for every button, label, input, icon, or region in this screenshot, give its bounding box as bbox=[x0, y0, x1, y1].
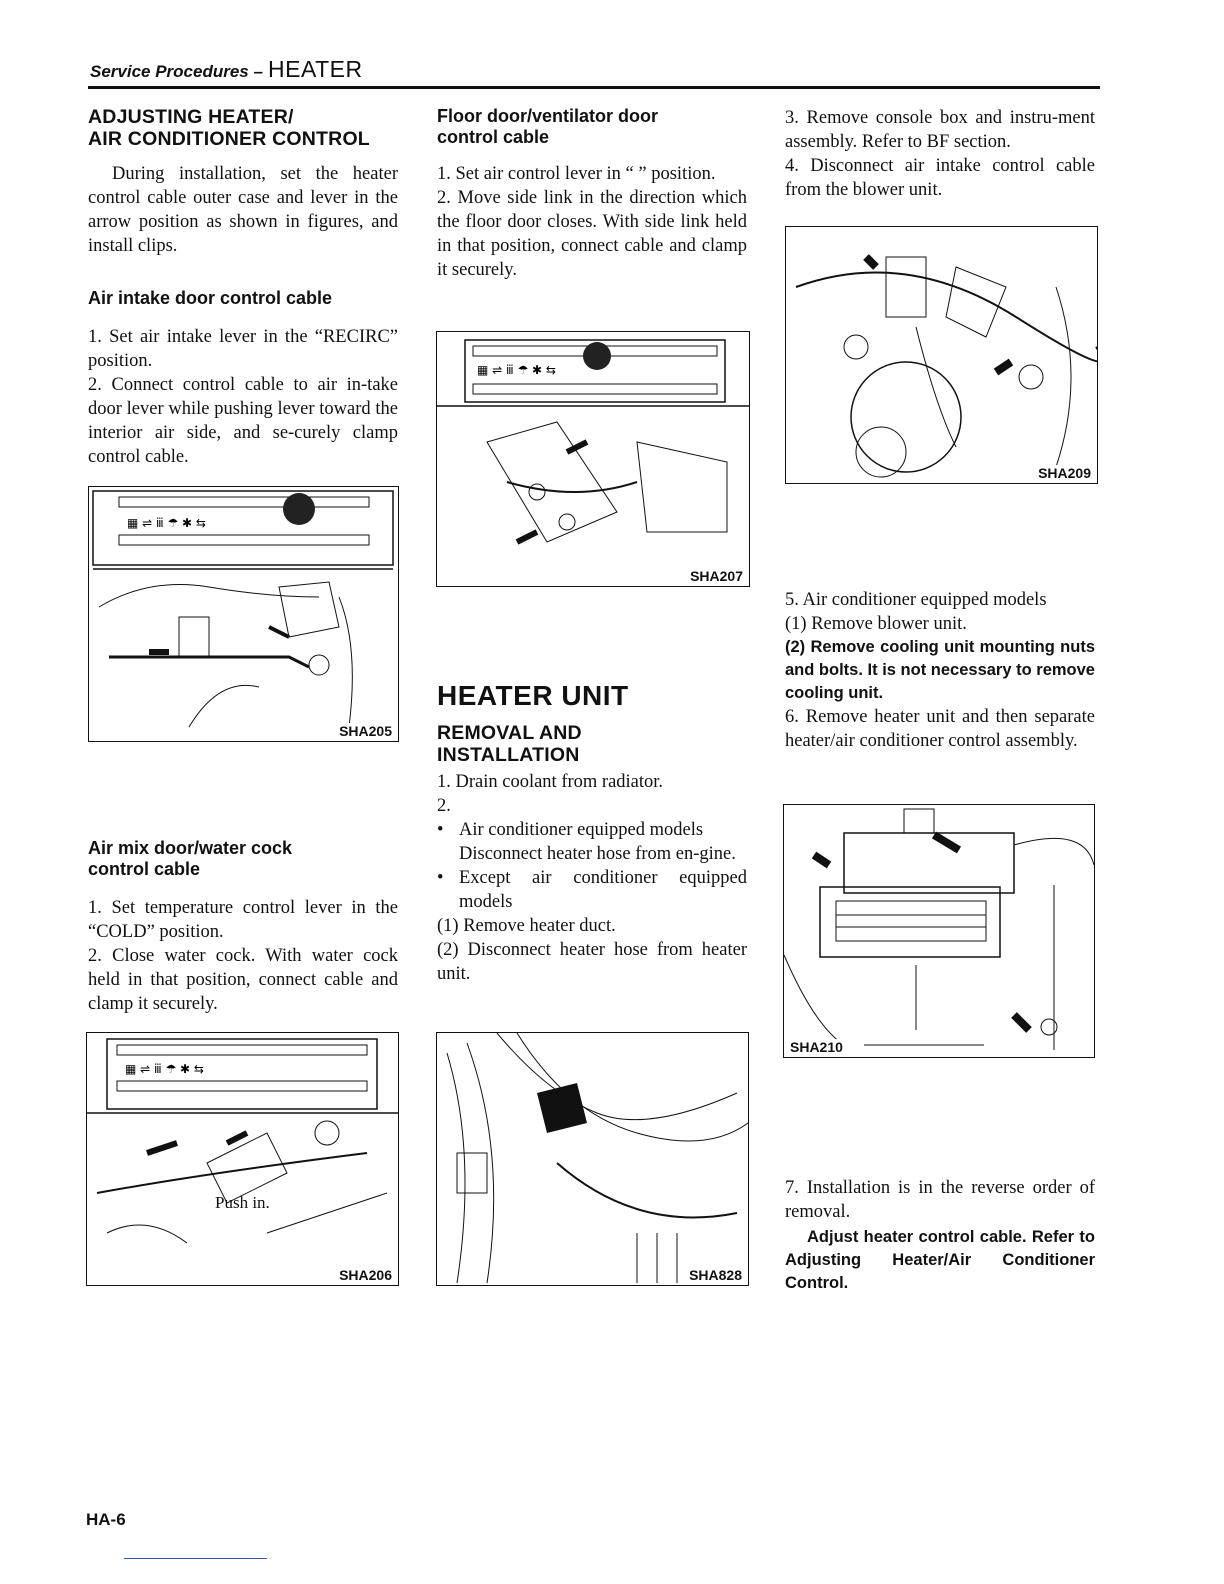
figure-label: SHA209 bbox=[1038, 465, 1091, 481]
air-intake-step1: 1. Set air intake lever in the “RECIRC” position. bbox=[88, 327, 398, 371]
figure-sha205 bbox=[88, 486, 399, 742]
air-mix-title-line2: control cable bbox=[88, 859, 201, 879]
page-number: HA-6 bbox=[86, 1510, 126, 1529]
figure-sha207-drawing bbox=[437, 332, 749, 586]
figure-label: SHA206 bbox=[339, 1267, 392, 1283]
heading-adjusting-line2: AIR CONDITIONER CONTROL bbox=[88, 128, 370, 150]
bullet-dot: • bbox=[437, 868, 444, 888]
air-mix-step2: 2. Close water cock. With water cock held in that position, connect cable and clamp it securely. bbox=[88, 946, 398, 1014]
figure-label: SHA210 bbox=[790, 1039, 843, 1055]
section-label: Service Procedures – bbox=[90, 62, 263, 81]
page-title: HEATER bbox=[268, 56, 363, 82]
removal-heading-line1: REMOVAL AND bbox=[437, 722, 582, 744]
figure-sha209-drawing bbox=[786, 227, 1097, 483]
intro-paragraph: During installation, set the heater control cable outer case and lever in the arrow position as shown in figures, and install clips. bbox=[88, 164, 398, 256]
column-3-lower bbox=[785, 588, 1095, 753]
removal-step1: 1. Drain coolant from radiator. bbox=[437, 772, 664, 792]
removal-step2: 2. bbox=[437, 796, 451, 816]
air-mix-section bbox=[88, 838, 398, 1016]
floor-title-line1: Floor door/ventilator door bbox=[437, 106, 658, 126]
bullet-ac-models bbox=[437, 818, 747, 842]
figure-sha205-drawing bbox=[89, 487, 398, 741]
bullet-except-ac bbox=[437, 866, 747, 914]
heading-adjusting-line1: ADJUSTING HEATER/ bbox=[88, 106, 294, 128]
column-2 bbox=[437, 106, 747, 282]
floor-step2: 2. Move side link in the direction which the floor door closes. With side link held in that position, connect cable and clamp it securely. bbox=[437, 188, 747, 280]
page-header bbox=[88, 56, 1100, 89]
air-mix-title-line1: Air mix door/water cock bbox=[88, 838, 293, 858]
column-1 bbox=[88, 106, 398, 469]
svg-text:▦ ⇌ ⅲ ☂ ✱ ⇆: ▦ ⇌ ⅲ ☂ ✱ ⇆ bbox=[125, 1062, 204, 1076]
footer-rule bbox=[124, 1558, 267, 1559]
column-3 bbox=[785, 106, 1095, 202]
step5-2: (2) Remove cooling unit mounting nuts and bolts. It is not necessary to remove cooling unit. bbox=[785, 638, 1095, 702]
step7: 7. Installation is in the reverse order of removal. bbox=[785, 1178, 1095, 1222]
floor-title-line2: control cable bbox=[437, 127, 550, 147]
figure-sha209 bbox=[785, 226, 1098, 484]
air-mix-step1: 1. Set temperature control lever in the “COLD” position. bbox=[88, 898, 398, 942]
figure-sha206-drawing bbox=[87, 1033, 398, 1285]
step3: 3. Remove console box and instru-ment assembly. Refer to BF section. bbox=[785, 108, 1095, 152]
figure-sha828 bbox=[436, 1032, 749, 1286]
figure-label: SHA207 bbox=[690, 568, 743, 584]
figure-sha206 bbox=[86, 1032, 399, 1286]
heater-unit-section bbox=[437, 680, 747, 986]
step5: 5. Air conditioner equipped models bbox=[785, 590, 1047, 610]
bullet-except-ac-text: Except air conditioner equipped models bbox=[459, 868, 747, 912]
figure-label: SHA828 bbox=[689, 1267, 742, 1283]
bullet-dot: • bbox=[437, 820, 444, 840]
removal-substep1: (1) Remove heater duct. bbox=[437, 916, 616, 936]
step4: 4. Disconnect air intake control cable from the blower unit. bbox=[785, 156, 1095, 200]
figure-sha207 bbox=[436, 331, 750, 587]
air-intake-step2: 2. Connect control cable to air in-take door lever while pushing lever toward the interior air side, and se-curely clamp control cable. bbox=[88, 375, 398, 467]
figure-sha828-drawing bbox=[437, 1033, 748, 1285]
removal-heading-line2: INSTALLATION bbox=[437, 744, 580, 766]
column-3-end bbox=[785, 1176, 1095, 1295]
floor-step1: 1. Set air control lever in “ ” position. bbox=[437, 164, 716, 184]
svg-text:▦ ⇌ ⅲ ☂ ✱ ⇆: ▦ ⇌ ⅲ ☂ ✱ ⇆ bbox=[477, 363, 556, 377]
bullet-ac-models-detail: Disconnect heater hose from en-gine. bbox=[459, 844, 736, 864]
removal-substep2: (2) Disconnect heater hose from heater unit. bbox=[437, 940, 747, 984]
figure-sha210 bbox=[783, 804, 1095, 1058]
bullet-ac-models-text: Air conditioner equipped models bbox=[459, 820, 704, 840]
figure-sha210-drawing bbox=[784, 805, 1094, 1057]
step6: 6. Remove heater unit and then separate heater/air conditioner control assembly. bbox=[785, 707, 1095, 751]
adjust-note: Adjust heater control cable. Refer to Adjusting Heater/Air Conditioner Control. bbox=[785, 1228, 1095, 1292]
svg-text:▦ ⇌ ⅲ ☂ ✱ ⇆: ▦ ⇌ ⅲ ☂ ✱ ⇆ bbox=[127, 516, 206, 530]
air-intake-title: Air intake door control cable bbox=[88, 288, 333, 308]
heater-unit-heading: HEATER UNIT bbox=[437, 680, 629, 711]
figure-label: SHA205 bbox=[339, 723, 392, 739]
step5-1: (1) Remove blower unit. bbox=[785, 614, 967, 634]
push-in-callout: Push in. bbox=[215, 1193, 270, 1212]
